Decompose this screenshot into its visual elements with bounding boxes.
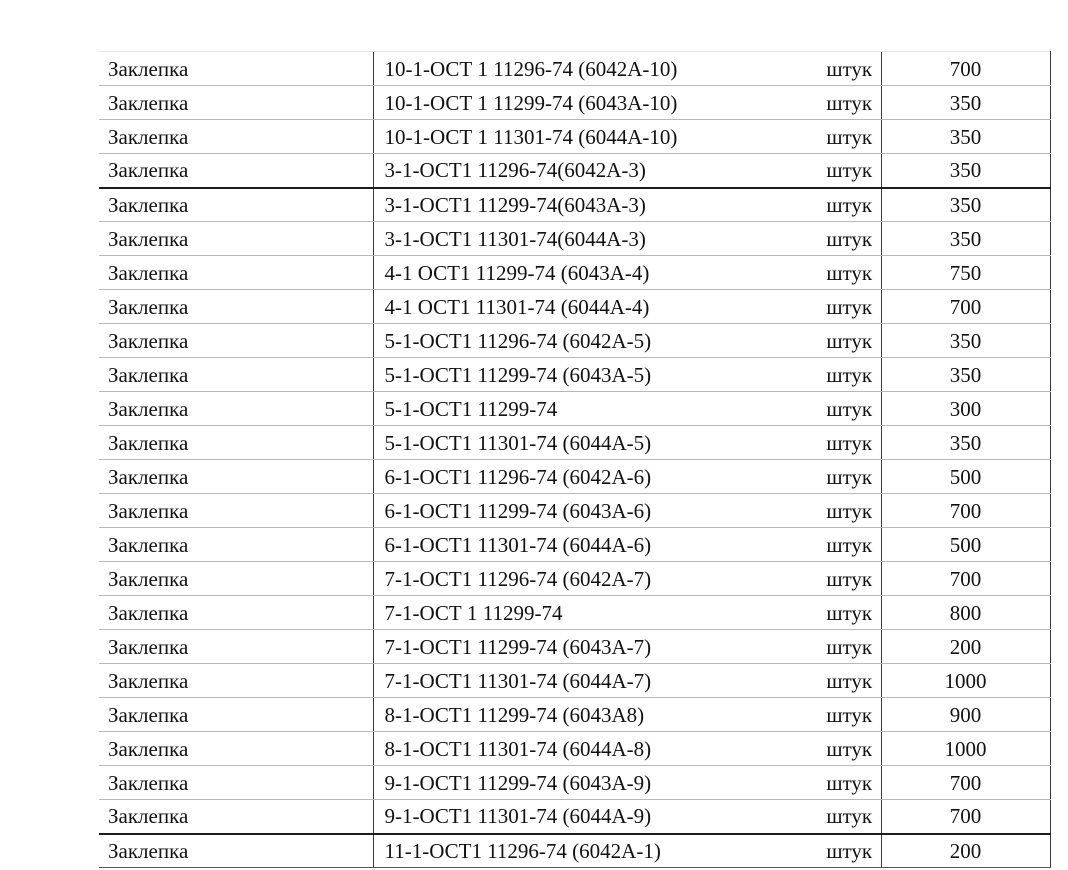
item-code-cell: 7-1-ОСТ1 11299-74 (6043А-7) xyxy=(373,630,780,664)
item-qty-cell: 500 xyxy=(881,528,1050,562)
item-name-cell: Заклепка xyxy=(99,528,373,562)
item-code-cell: 5-1-ОСТ1 11296-74 (6042А-5) xyxy=(373,324,780,358)
item-name-cell: Заклепка xyxy=(99,596,373,630)
item-qty-cell: 700 xyxy=(881,52,1050,86)
item-name-cell: Заклепка xyxy=(99,290,373,324)
item-name-cell: Заклепка xyxy=(99,800,373,834)
table-row xyxy=(99,426,1050,460)
item-unit-cell: штук xyxy=(780,460,881,494)
table-row xyxy=(99,698,1050,732)
item-name-cell: Заклепка xyxy=(99,460,373,494)
item-code-cell: 5-1-ОСТ1 11299-74 xyxy=(373,392,780,426)
table-row xyxy=(99,528,1050,562)
item-code-cell: 5-1-ОСТ1 11299-74 (6043А-5) xyxy=(373,358,780,392)
rivets-table-container xyxy=(99,51,1050,868)
item-unit-cell: штук xyxy=(780,766,881,800)
item-qty-cell: 1000 xyxy=(881,664,1050,698)
item-code-cell: 10-1-ОСТ 1 11296-74 (6042А-10) xyxy=(373,52,780,86)
item-code-cell: 6-1-ОСТ1 11296-74 (6042А-6) xyxy=(373,460,780,494)
item-unit-cell: штук xyxy=(780,324,881,358)
item-name-cell: Заклепка xyxy=(99,630,373,664)
item-qty-cell: 750 xyxy=(881,256,1050,290)
item-name-cell: Заклепка xyxy=(99,120,373,154)
item-qty-cell: 900 xyxy=(881,698,1050,732)
table-row xyxy=(99,52,1050,86)
item-qty-cell: 700 xyxy=(881,494,1050,528)
item-code-cell: 5-1-ОСТ1 11301-74 (6044А-5) xyxy=(373,426,780,460)
item-unit-cell: штук xyxy=(780,630,881,664)
item-unit-cell: штук xyxy=(780,732,881,766)
item-name-cell: Заклепка xyxy=(99,358,373,392)
table-row xyxy=(99,392,1050,426)
item-unit-cell: штук xyxy=(780,800,881,834)
item-unit-cell: штук xyxy=(780,562,881,596)
item-code-cell: 4-1 ОСТ1 11301-74 (6044А-4) xyxy=(373,290,780,324)
item-code-cell: 7-1-ОСТ 1 11299-74 xyxy=(373,596,780,630)
item-qty-cell: 350 xyxy=(881,358,1050,392)
item-unit-cell: штук xyxy=(780,834,881,868)
item-unit-cell: штук xyxy=(780,120,881,154)
item-code-cell: 8-1-ОСТ1 11299-74 (6043А8) xyxy=(373,698,780,732)
item-code-cell: 11-1-ОСТ1 11296-74 (6042А-1) xyxy=(373,834,780,868)
table-row xyxy=(99,358,1050,392)
item-qty-cell: 350 xyxy=(881,86,1050,120)
item-qty-cell: 800 xyxy=(881,596,1050,630)
table-row xyxy=(99,188,1050,222)
item-name-cell: Заклепка xyxy=(99,324,373,358)
item-qty-cell: 700 xyxy=(881,290,1050,324)
item-code-cell: 3-1-ОСТ1 11301-74(6044А-3) xyxy=(373,222,780,256)
table-row xyxy=(99,596,1050,630)
item-unit-cell: штук xyxy=(780,290,881,324)
item-qty-cell: 700 xyxy=(881,562,1050,596)
item-unit-cell: штук xyxy=(780,256,881,290)
item-qty-cell: 350 xyxy=(881,426,1050,460)
item-qty-cell: 1000 xyxy=(881,732,1050,766)
table-row xyxy=(99,494,1050,528)
item-qty-cell: 700 xyxy=(881,800,1050,834)
table-row xyxy=(99,562,1050,596)
item-code-cell: 9-1-ОСТ1 11299-74 (6043А-9) xyxy=(373,766,780,800)
item-name-cell: Заклепка xyxy=(99,562,373,596)
table-row xyxy=(99,664,1050,698)
item-qty-cell: 300 xyxy=(881,392,1050,426)
item-unit-cell: штук xyxy=(780,664,881,698)
item-unit-cell: штук xyxy=(780,392,881,426)
item-unit-cell: штук xyxy=(780,528,881,562)
table-row xyxy=(99,324,1050,358)
item-name-cell: Заклепка xyxy=(99,222,373,256)
item-code-cell: 10-1-ОСТ 1 11299-74 (6043А-10) xyxy=(373,86,780,120)
item-name-cell: Заклепка xyxy=(99,834,373,868)
item-unit-cell: штук xyxy=(780,596,881,630)
item-name-cell: Заклепка xyxy=(99,256,373,290)
item-qty-cell: 500 xyxy=(881,460,1050,494)
item-code-cell: 6-1-ОСТ1 11301-74 (6044А-6) xyxy=(373,528,780,562)
item-unit-cell: штук xyxy=(780,358,881,392)
item-name-cell: Заклепка xyxy=(99,698,373,732)
item-qty-cell: 350 xyxy=(881,324,1050,358)
item-unit-cell: штук xyxy=(780,86,881,120)
item-code-cell: 6-1-ОСТ1 11299-74 (6043А-6) xyxy=(373,494,780,528)
item-qty-cell: 200 xyxy=(881,630,1050,664)
item-name-cell: Заклепка xyxy=(99,188,373,222)
item-unit-cell: штук xyxy=(780,426,881,460)
item-qty-cell: 350 xyxy=(881,154,1050,188)
rivets-table-body xyxy=(99,52,1050,868)
table-row xyxy=(99,766,1050,800)
table-row xyxy=(99,800,1050,834)
item-name-cell: Заклепка xyxy=(99,664,373,698)
table-row xyxy=(99,834,1050,868)
table-row xyxy=(99,154,1050,188)
item-code-cell: 7-1-ОСТ1 11296-74 (6042А-7) xyxy=(373,562,780,596)
table-row xyxy=(99,256,1050,290)
table-row xyxy=(99,732,1050,766)
table-row xyxy=(99,290,1050,324)
item-name-cell: Заклепка xyxy=(99,732,373,766)
item-unit-cell: штук xyxy=(780,222,881,256)
item-unit-cell: штук xyxy=(780,698,881,732)
item-qty-cell: 700 xyxy=(881,766,1050,800)
item-qty-cell: 200 xyxy=(881,834,1050,868)
item-name-cell: Заклепка xyxy=(99,52,373,86)
item-name-cell: Заклепка xyxy=(99,154,373,188)
item-qty-cell: 350 xyxy=(881,188,1050,222)
item-unit-cell: штук xyxy=(780,494,881,528)
item-code-cell: 9-1-ОСТ1 11301-74 (6044А-9) xyxy=(373,800,780,834)
rivets-table xyxy=(99,51,1051,868)
table-row xyxy=(99,86,1050,120)
item-unit-cell: штук xyxy=(780,188,881,222)
item-unit-cell: штук xyxy=(780,154,881,188)
item-unit-cell: штук xyxy=(780,52,881,86)
item-code-cell: 3-1-ОСТ1 11296-74(6042А-3) xyxy=(373,154,780,188)
item-name-cell: Заклепка xyxy=(99,392,373,426)
item-code-cell: 10-1-ОСТ 1 11301-74 (6044А-10) xyxy=(373,120,780,154)
item-qty-cell: 350 xyxy=(881,120,1050,154)
item-code-cell: 3-1-ОСТ1 11299-74(6043А-3) xyxy=(373,188,780,222)
item-code-cell: 7-1-ОСТ1 11301-74 (6044А-7) xyxy=(373,664,780,698)
table-row xyxy=(99,630,1050,664)
item-name-cell: Заклепка xyxy=(99,426,373,460)
item-name-cell: Заклепка xyxy=(99,86,373,120)
table-row xyxy=(99,460,1050,494)
item-name-cell: Заклепка xyxy=(99,494,373,528)
item-code-cell: 4-1 ОСТ1 11299-74 (6043А-4) xyxy=(373,256,780,290)
table-row xyxy=(99,120,1050,154)
item-name-cell: Заклепка xyxy=(99,766,373,800)
item-code-cell: 8-1-ОСТ1 11301-74 (6044А-8) xyxy=(373,732,780,766)
item-qty-cell: 350 xyxy=(881,222,1050,256)
table-row xyxy=(99,222,1050,256)
